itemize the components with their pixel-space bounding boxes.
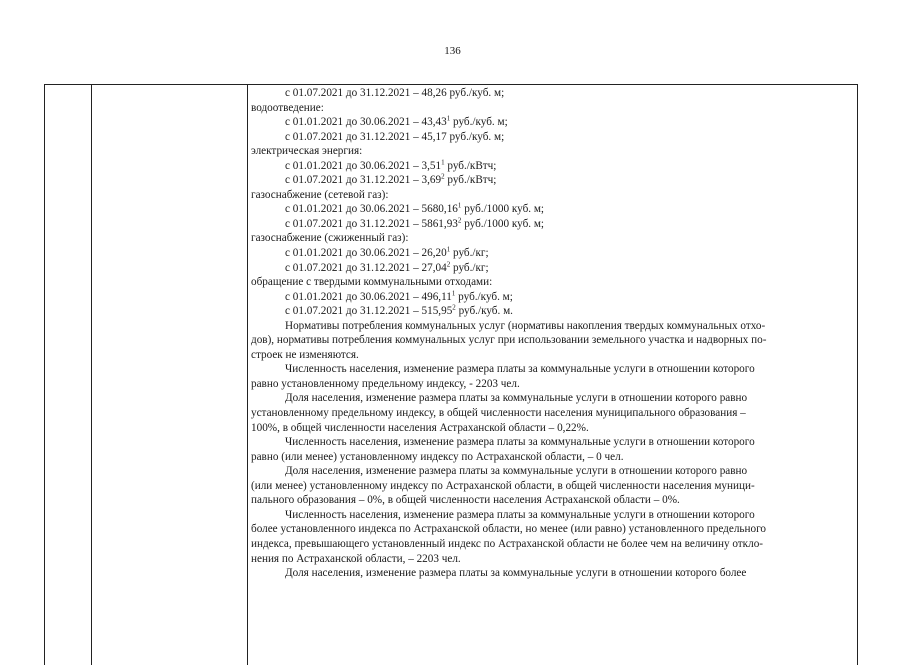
tariff-unit: руб./кВтч; <box>444 174 497 187</box>
footnote-marker: 1 <box>451 288 456 297</box>
paragraph-line: строек не изменяются. <box>251 348 359 361</box>
tariff-value: с 01.07.2021 до 31.12.2021 – 27,04 <box>285 261 447 274</box>
tariff-line <box>251 290 851 305</box>
tariff-line <box>251 304 851 319</box>
table-cell-content <box>251 86 851 581</box>
tariff-line <box>251 217 851 232</box>
paragraph-line: Численность населения, изменение размера платы за коммунальные услуги в отношении которого <box>285 508 755 521</box>
tariff-line <box>251 261 851 276</box>
paragraph-line: Численность населения, изменение размера платы за коммунальные услуги в отношении которого <box>285 436 755 449</box>
paragraph-line: равно (или менее) установленному индексу по Астраханской области, – 0 чел. <box>251 450 624 463</box>
tariff-unit: руб./куб. м; <box>455 290 513 303</box>
footnote-marker: 1 <box>457 201 462 210</box>
column-divider-2 <box>247 85 248 665</box>
tariff-line <box>251 202 851 217</box>
tariff-value: с 01.01.2021 до 30.06.2021 – 496,11 <box>285 290 452 303</box>
paragraph-line: 100%, в общей численности населения Астраханской области – 0,22%. <box>251 421 589 434</box>
tariff-line <box>251 159 851 174</box>
tariff-value: с 01.01.2021 до 30.06.2021 – 26,20 <box>285 247 447 260</box>
paragraph-line: пального образования – 0%, в общей численности населения Астраханской области – 0%. <box>251 494 680 507</box>
tariff-value: с 01.07.2021 до 31.12.2021 – 515,95 <box>285 305 453 318</box>
paragraph-line: Доля населения, изменение размера платы за коммунальные услуги в отношении которого более <box>285 567 747 580</box>
footnote-marker: 1 <box>446 114 451 123</box>
tariff-unit: руб./кВтч; <box>444 159 497 172</box>
footnote-marker: 2 <box>441 172 445 181</box>
paragraph-line: нения по Астраханской области, – 2203 чел. <box>251 552 461 565</box>
footnote-marker: 1 <box>446 245 451 254</box>
tariff-heading: водоотведение: <box>251 101 324 114</box>
tariff-value: с 01.07.2021 до 31.12.2021 – 5861,93 <box>285 217 458 230</box>
tariff-line: с 01.07.2021 до 31.12.2021 – 48,26 руб./куб. м; <box>285 87 505 99</box>
column-divider-1 <box>91 85 92 665</box>
tariff-value: с 01.07.2021 до 31.12.2021 – 3,69 <box>285 174 442 187</box>
tariff-line <box>251 115 851 130</box>
tariff-heading: газоснабжение (сжиженный газ): <box>251 232 409 245</box>
paragraph-line: установленному предельному индексу, в общей численности населения муниципального образования – <box>251 407 746 420</box>
tariff-line <box>251 246 851 261</box>
tariff-heading: газоснабжение (сетевой газ): <box>251 188 389 201</box>
footnote-marker: 2 <box>446 259 451 268</box>
document-table <box>44 84 858 665</box>
tariff-value: с 01.01.2021 до 30.06.2021 – 3,51 <box>285 159 442 172</box>
footnote-marker: 1 <box>441 158 445 166</box>
footnote-marker: 2 <box>457 216 462 225</box>
tariff-unit: руб./1000 куб. м; <box>461 203 545 216</box>
paragraph-line: (или менее) установленному индексу по Астраханской области, в общей численности населения муници- <box>251 479 755 492</box>
tariff-line <box>251 173 851 188</box>
tariff-heading: электрическая энергия: <box>251 145 363 158</box>
paragraph-line: Доля населения, изменение размера платы за коммунальные услуги в отношении которого равно <box>285 465 748 478</box>
tariff-value: с 01.01.2021 до 30.06.2021 – 43,43 <box>285 116 447 129</box>
paragraph-line: дов), нормативы потребления коммунальных услуг при использовании земельного участка и надворных по- <box>251 334 767 347</box>
paragraph-line: Нормативы потребления коммунальных услуг (нормативы накопления твердых коммунальных отхо- <box>285 319 766 332</box>
paragraph-line: индекса, превышающего установленный индекс по Астраханской области не более чем на величину откло- <box>251 537 764 550</box>
paragraph-line: Доля населения, изменение размера платы за коммунальные услуги в отношении которого равно <box>285 392 748 405</box>
paragraph-line: Численность населения, изменение размера платы за коммунальные услуги в отношении которого <box>285 363 755 376</box>
paragraph-line: равно установленному предельному индексу, - 2203 чел. <box>251 377 520 390</box>
tariff-line: с 01.07.2021 до 31.12.2021 – 45,17 руб./куб. м; <box>285 130 505 143</box>
tariff-value: с 01.01.2021 до 30.06.2021 – 5680,16 <box>285 203 458 216</box>
footnote-marker: 2 <box>452 303 456 312</box>
paragraph-line: более установленного индекса по Астраханской области, но менее (или равно) установленного предельного <box>251 523 766 536</box>
tariff-unit: руб./кг; <box>450 261 489 274</box>
tariff-unit: руб./куб. м. <box>455 305 513 318</box>
tariff-heading: обращение с твердыми коммунальными отходами: <box>251 276 493 289</box>
tariff-unit: руб./кг; <box>450 247 489 260</box>
tariff-unit: руб./куб. м; <box>450 116 508 129</box>
tariff-unit: руб./1000 куб. м; <box>461 217 545 230</box>
page-number: 136 <box>444 45 461 57</box>
